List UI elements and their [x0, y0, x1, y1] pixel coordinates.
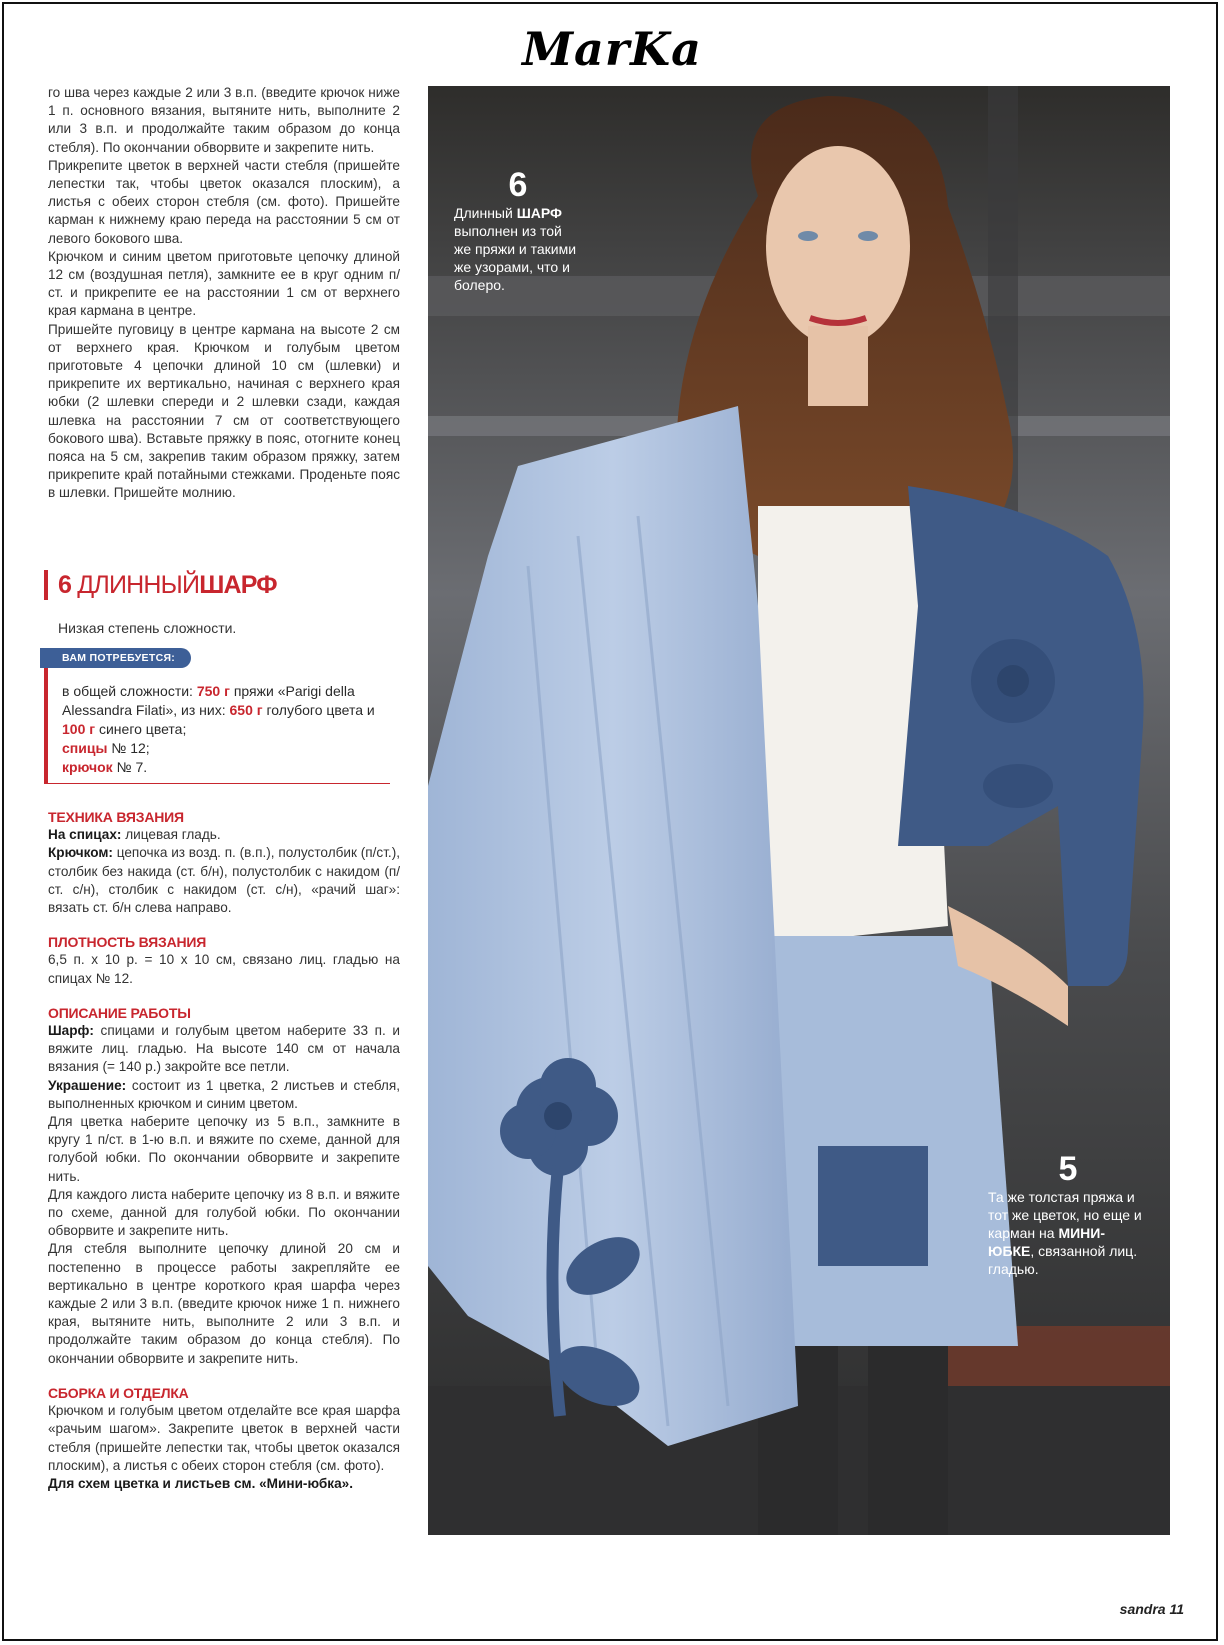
caption-skirt-text: Та же толстая пряжа и тот же цветок, но еще и карман на	[988, 1189, 1142, 1241]
materials-text: синего цвета;	[95, 721, 187, 737]
caption-scarf-text-end: выполнен из той же пряжи и такими же узорами, что и болеро.	[454, 223, 577, 293]
intro-paragraph-1: го шва через каждые 2 или 3 в.п. (введите крючок ниже 1 п. основного вязания, вытяните нить, выполните 2 или 3 в.п. и продолжайте таким образом до конца стебля). По окончании обворвите и закрепите нить.	[48, 85, 400, 155]
hook-label: крючок	[62, 759, 113, 775]
assembly-text: Крючком и голубым цветом отделайте все края шарфа «рачьим шагом». Закрепите цветок в верхней части стебля (пришейте лепестки так, чтобы цветок оказался плоским), а листья с обеих сторон стебля (см. фото).	[48, 1403, 400, 1473]
intro-paragraph-2: Прикрепите цветок в верхней части стебля (пришейте лепестки так, чтобы цветок оказался плоским), а листья с обеих сторон стебля (см. фото). Пришейте карман к нижнему краю переда на расстоянии 5 см от левого бокового шва.	[48, 157, 400, 246]
photo	[428, 86, 1170, 1535]
instructions-column	[48, 808, 400, 1493]
knit-text: лицевая гладь.	[121, 827, 221, 843]
section-title-bold: ШАРФ	[199, 571, 277, 599]
difficulty-text: Низкая степень сложности.	[58, 620, 237, 636]
caption-skirt-text-end: , связанной лиц. гладью.	[988, 1243, 1138, 1277]
technique-heading: ТЕХНИКА ВЯЗАНИЯ	[48, 809, 184, 825]
section-title-bar	[44, 570, 390, 600]
leaf-paragraph: Для каждого листа наберите цепочку из 8 в.п. и вяжите по схеме, данной для голубой юбки. По окончании обворвите и закрепите нить.	[48, 1186, 400, 1239]
needles-label: спицы	[62, 740, 108, 756]
caption-scarf-number: 6	[508, 166, 528, 204]
stem-paragraph: Для стебля выполните цепочку длиной 20 см и постепенно в процессе работы закрепляйте ее вертикально в центре короткого края шарфа через каждые 2 или 3 в.п. (введите крючок ниже 1 п. нижнего края, вытяните нить, выполните 2 или 3 в.п. и продолжайте таким образом до конца стебля). По окончании обворвите и закрепите нить.	[48, 1241, 400, 1366]
crochet-label: Крючком:	[48, 845, 113, 861]
decor-text: состоит из 1 цветка, 2 листьев и стебля, выполненных крючком и синим цветом.	[48, 1077, 400, 1111]
section-title	[58, 570, 390, 600]
caption-skirt-bold: МИНИ-ЮБКЕ	[988, 1225, 1106, 1259]
hook-value: № 7.	[112, 759, 148, 775]
decor-label: Украшение:	[48, 1077, 127, 1093]
caption-scarf-text: Длинный	[454, 205, 517, 221]
materials-text: пряжи «Parigi della Alessandra Filati», из них:	[62, 683, 355, 718]
intro-text-column	[48, 84, 400, 503]
section-title-light: ДЛИННЫЙ	[77, 571, 200, 599]
blue-weight: 650 г	[229, 702, 263, 718]
knit-label: На спицах:	[48, 827, 122, 843]
assembly-note: Для схем цветка и листьев см. «Мини-юбка».	[48, 1475, 353, 1491]
caption-skirt-number: 5	[1058, 1150, 1078, 1188]
assembly-heading: СБОРКА И ОТДЕЛКА	[48, 1384, 189, 1401]
page-footer: sandra 11	[1119, 1601, 1184, 1617]
caption-skirt	[988, 1150, 1148, 1278]
materials-text: в общей сложности:	[62, 683, 197, 699]
flower-paragraph: Для цветка наберите цепочку из 5 в.п., замкните в кругу 1 п/ст. в 1-ю в.п. и вяжите по схеме, данной для голубой юбки. По окончании обворвите и закрепите нить.	[48, 1114, 400, 1184]
photo-illustration	[428, 86, 1170, 1535]
needles-value: № 12;	[107, 740, 150, 756]
scarf-text: спицами и голубым цветом наберите 33 п. и вяжите лиц. гладью. На высоте 140 см от начала вязания (= 140 р.) закройте все петли.	[48, 1023, 400, 1075]
crochet-text: цепочка из возд. п. (в.п.), полустолбик (п/ст.), столбик без накида (ст. б/н), полустолбик с накидом (п/ст. с/н), столбик с накидом (ст. с/н), «рачий шаг»: вязать ст. б/н слева направо.	[48, 845, 400, 916]
yarn-weight: 750 г	[196, 683, 230, 699]
watermark: MarKa	[522, 22, 702, 76]
caption-scarf-bold: ШАРФ	[516, 205, 562, 221]
materials-text: голубого цвета и	[262, 702, 375, 718]
scarf-label: Шарф:	[48, 1023, 94, 1039]
gauge-text: 6,5 п. х 10 р. = 10 х 10 см, связано лиц. гладью на спицах № 12.	[48, 952, 400, 986]
intro-paragraph-4: Пришейте пуговицу в центре кармана на высоте 2 см от верхнего края. Крючком и голубым цветом приготовьте 4 цепочки длиной 10 см (шлевки) и прикрепите их вертикально, начиная с верхнего края юбки (2 шлевки спереди и 2 шлевки сзади, каждая шлевка на расстоянии 7 см от соответствующего бокового шва). Вставьте пряжку в пояс, отогните конец пояса на 5 см, закрепив таким образом пряжку, затем прикрепите край потайными стежками. Проденьте пояс в шлевки. Пришейте молнию.	[48, 321, 400, 501]
section-header	[44, 570, 390, 784]
navy-weight: 100 г	[62, 721, 96, 737]
section-number: 6	[58, 571, 72, 599]
description-heading: ОПИСАНИЕ РАБОТЫ	[48, 1004, 191, 1021]
gauge-heading: ПЛОТНОСТЬ ВЯЗАНИЯ	[48, 934, 207, 951]
materials-block	[44, 668, 390, 784]
caption-scarf	[454, 166, 582, 294]
intro-paragraph-3: Крючком и синим цветом приготовьте цепочку длиной 12 см (воздушная петля), замкните ее в круг одним п/ст. и прикрепите ее на расстоянии 1 см от верхнего края кармана в центре.	[48, 248, 400, 319]
materials-badge: ВАМ ПОТРЕБУЕТСЯ:	[40, 648, 191, 668]
